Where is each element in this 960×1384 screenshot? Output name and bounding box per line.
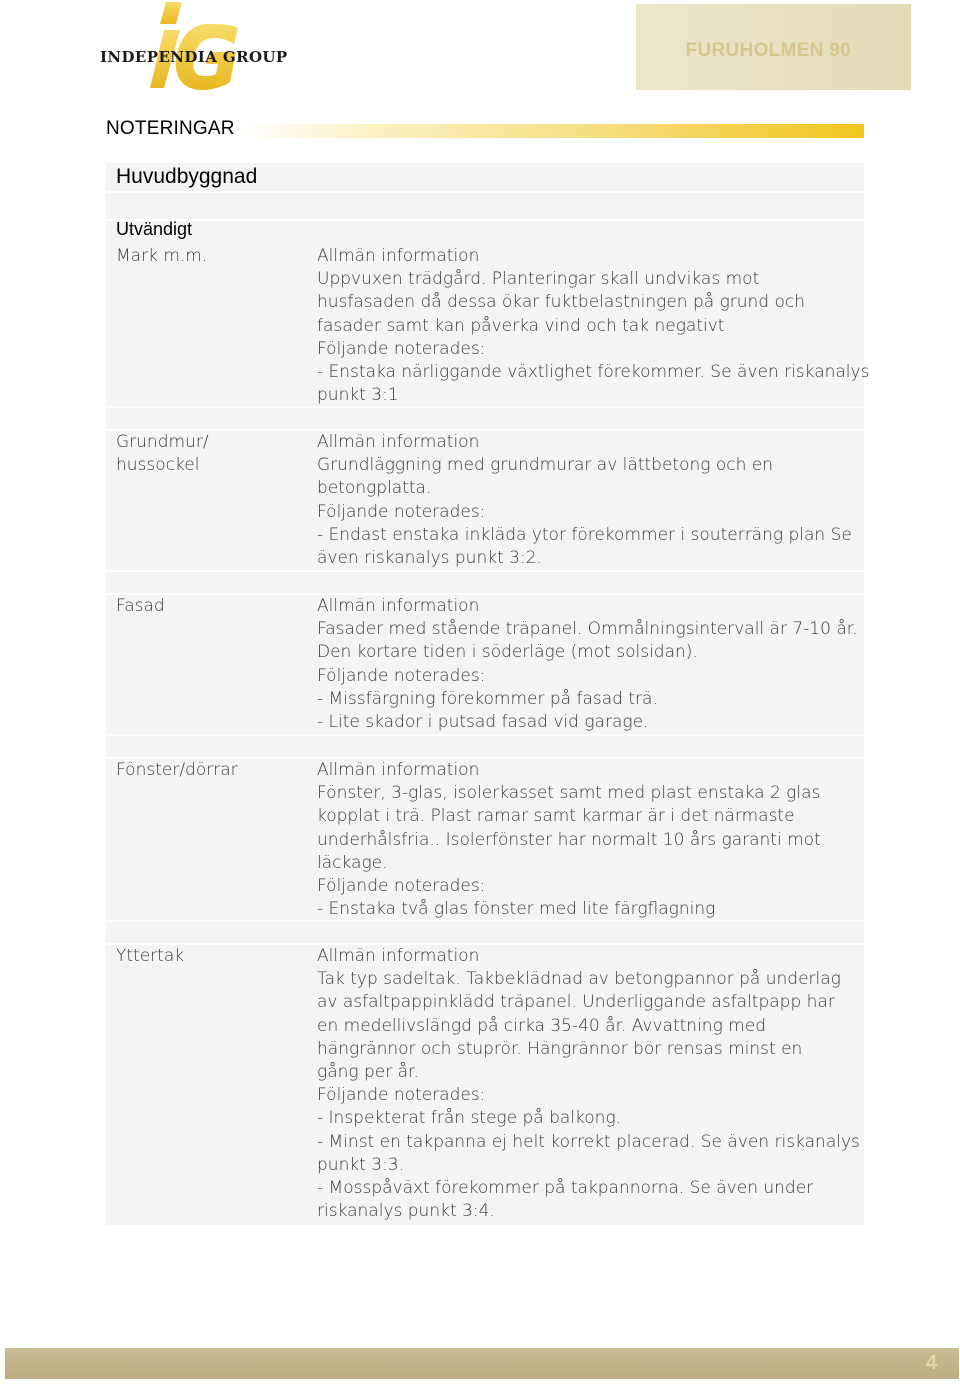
row-divider xyxy=(106,920,864,922)
text-line: betongplatta. xyxy=(317,478,432,499)
footer-band xyxy=(5,1348,959,1379)
text-line: en medellivslängd på cirka 35-40 år. Avvattning med xyxy=(317,1015,766,1036)
row-label-fonster xyxy=(116,759,296,782)
gold-accent-bar xyxy=(240,124,864,138)
text-line: - Enstaka närliggande växtlighet förekommer. Se även riskanalys xyxy=(317,362,870,383)
text-line: Allmän information xyxy=(317,946,480,966)
text-line: Uppvuxen trädgård. Planteringar skall undvikas mot xyxy=(317,269,760,290)
row-label-fasad xyxy=(116,595,296,618)
label-line: Mark m.m. xyxy=(116,246,208,266)
row-label-grundmur xyxy=(116,431,296,477)
row-text-grundmur xyxy=(317,431,862,570)
label-line: hussockel xyxy=(116,455,200,475)
text-line: Följande noterades: xyxy=(317,501,486,522)
text-line: riskanalys punkt 3:4. xyxy=(317,1201,495,1222)
row-label-yttertak xyxy=(116,945,296,968)
page-number: 4 xyxy=(925,1352,937,1374)
header-band xyxy=(636,4,911,90)
row-divider xyxy=(106,570,864,572)
company-logo xyxy=(100,2,300,94)
text-line: Fasader med stående träpanel. Ommålningsintervall är 7-10 år. xyxy=(317,619,858,640)
row-divider xyxy=(106,191,864,193)
text-line: Följande noterades: xyxy=(317,338,486,359)
text-line: Den kortare tiden i söderläge (mot solsidan). xyxy=(317,642,698,663)
text-line: av asfaltpappinklädd träpanel. Underliggande asfaltpapp har xyxy=(317,992,835,1013)
property-title: FURUHOLMEN 90 xyxy=(685,40,851,61)
row-divider xyxy=(106,406,864,408)
text-line: även riskanalys punkt 3:2. xyxy=(317,548,542,569)
text-line: hängrännor och stuprör. Hängrännor bör rensas minst en xyxy=(317,1038,803,1059)
text-line: Fönster, 3-glas, isolerkasset samt med plast enstaka 2 glas xyxy=(317,783,821,804)
text-line: punkt 3:1 xyxy=(317,385,399,406)
text-line: - Mosspåväxt förekommer på takpannorna. Se även under xyxy=(317,1178,814,1199)
label-line: Fasad xyxy=(116,596,165,616)
row-divider xyxy=(106,734,864,736)
text-line: - Lite skador i putsad fasad vid garage. xyxy=(317,712,649,733)
notes-table xyxy=(106,163,870,1225)
company-name: INDEPENDIA GROUP xyxy=(100,48,288,66)
row-label-mark xyxy=(116,245,296,268)
section-title: NOTERINGAR xyxy=(106,118,235,139)
row-text-yttertak xyxy=(317,945,862,1223)
row-divider xyxy=(106,219,864,221)
text-line: Allmän information xyxy=(317,596,480,616)
text-line: husfasaden då dessa ökar fuktbelastningen på grund och xyxy=(317,292,806,313)
ig-logo-mark xyxy=(148,2,240,90)
sub-heading: Utvändigt xyxy=(116,219,193,239)
label-line: Yttertak xyxy=(116,946,185,966)
text-line: underhålsfria.. Isolerfönster har normalt 10 års garanti mot xyxy=(317,829,821,850)
text-line: fasader samt kan påverka vind och tak negativt xyxy=(317,315,725,336)
text-line: - Inspekterat från stege på balkong. xyxy=(317,1108,622,1129)
text-line: gång per år. xyxy=(317,1062,419,1083)
text-line: punkt 3:3. xyxy=(317,1154,405,1175)
label-line: Fönster/dörrar xyxy=(116,760,238,780)
text-line: Följande noterades: xyxy=(317,665,486,686)
label-line: Grundmur/ xyxy=(116,432,209,452)
text-line: Allmän information xyxy=(317,432,480,452)
text-line: - Endast enstaka inkläda ytor förekommer i souterräng plan Se xyxy=(317,524,852,545)
row-text-fonster xyxy=(317,759,862,921)
text-line: Allmän information xyxy=(317,246,480,266)
text-line: läckage. xyxy=(317,852,388,873)
text-line: - Missfärgning förekommer på fasad trä. xyxy=(317,688,658,709)
text-line: Följande noterades: xyxy=(317,1085,486,1106)
text-line: Allmän information xyxy=(317,760,480,780)
main-heading: Huvudbyggnad xyxy=(116,165,258,188)
text-line: - Minst en takpanna ej helt korrekt placerad. Se även riskanalys xyxy=(317,1131,860,1152)
row-text-fasad xyxy=(317,595,862,734)
text-line: kopplat i trä. Plast ramar samt karmar är i det närmaste xyxy=(317,806,795,827)
row-text-mark xyxy=(317,245,870,407)
text-line: Följande noterades: xyxy=(317,876,486,897)
text-line: - Enstaka två glas fönster med lite färgflagning xyxy=(317,899,716,920)
text-line: Tak typ sadeltak. Takbeklädnad av betongpannor på underlag xyxy=(317,969,841,990)
text-line: Grundläggning med grundmurar av lättbetong och en xyxy=(317,455,774,476)
